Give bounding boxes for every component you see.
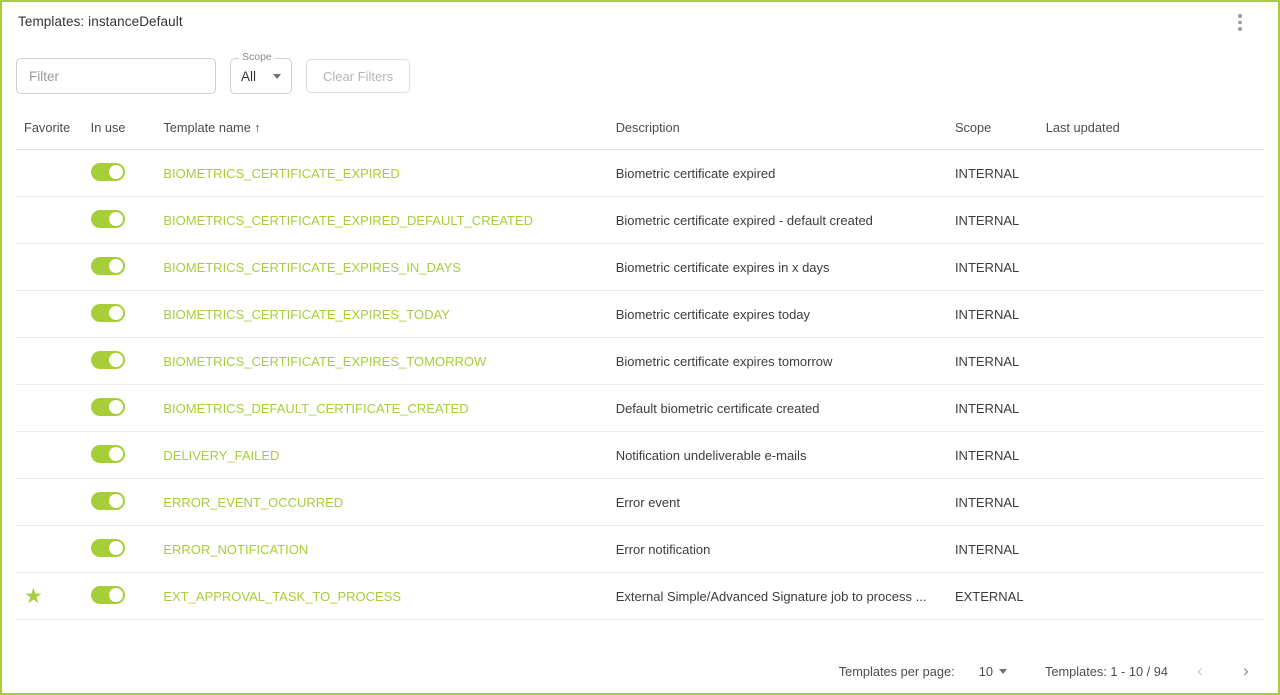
- star-icon[interactable]: [24, 397, 43, 420]
- scope-cell: INTERNAL: [949, 479, 1040, 526]
- in-use-cell[interactable]: [85, 197, 158, 244]
- star-icon[interactable]: [24, 538, 43, 561]
- template-name-cell[interactable]: [157, 385, 609, 432]
- in-use-toggle[interactable]: [91, 351, 125, 369]
- column-header-in-use[interactable]: In use: [85, 112, 158, 150]
- star-icon[interactable]: [24, 162, 43, 185]
- column-header-template-name-label: Template name: [163, 120, 251, 135]
- description-cell: Biometric certificate expired: [610, 150, 949, 197]
- table-row[interactable]: [16, 197, 1264, 244]
- favorite-cell[interactable]: [16, 573, 85, 620]
- last-updated-cell: [1040, 385, 1264, 432]
- template-name-link[interactable]: ERROR_NOTIFICATION: [163, 541, 309, 557]
- table-header: [16, 112, 1264, 150]
- template-name-cell[interactable]: [157, 197, 609, 244]
- in-use-cell[interactable]: [85, 291, 158, 338]
- last-updated-cell: [1040, 197, 1264, 244]
- column-header-last-updated[interactable]: Last updated: [1040, 112, 1264, 150]
- description-cell: External Simple/Advanced Signature job to process ...: [610, 573, 949, 620]
- scope-cell: INTERNAL: [949, 197, 1040, 244]
- in-use-cell[interactable]: [85, 150, 158, 197]
- description-cell: Error event: [610, 479, 949, 526]
- favorite-cell[interactable]: [16, 385, 85, 432]
- table-row[interactable]: [16, 385, 1264, 432]
- in-use-cell[interactable]: [85, 573, 158, 620]
- template-name-link[interactable]: ERROR_EVENT_OCCURRED: [163, 494, 344, 510]
- scope-cell: INTERNAL: [949, 150, 1040, 197]
- favorite-cell[interactable]: [16, 432, 85, 479]
- pagination-bar: [839, 657, 1260, 685]
- table-row[interactable]: [16, 338, 1264, 385]
- template-name-cell[interactable]: [157, 526, 609, 573]
- in-use-toggle[interactable]: [91, 539, 125, 557]
- description-cell: Biometric certificate expires tomorrow: [610, 338, 949, 385]
- in-use-cell[interactable]: [85, 479, 158, 526]
- table-row[interactable]: [16, 526, 1264, 573]
- favorite-cell[interactable]: [16, 338, 85, 385]
- per-page-value: 10: [978, 663, 993, 679]
- scope-cell: EXTERNAL: [949, 573, 1040, 620]
- table-row[interactable]: [16, 244, 1264, 291]
- template-name-cell[interactable]: [157, 244, 609, 291]
- scope-select[interactable]: [230, 51, 292, 94]
- favorite-cell[interactable]: [16, 479, 85, 526]
- star-icon[interactable]: [24, 350, 43, 373]
- template-name-cell[interactable]: [157, 573, 609, 620]
- in-use-cell[interactable]: [85, 432, 158, 479]
- per-page-select[interactable]: [979, 664, 1007, 679]
- table-row[interactable]: [16, 291, 1264, 338]
- template-name-link[interactable]: BIOMETRICS_CERTIFICATE_EXPIRES_TODAY: [163, 306, 450, 322]
- in-use-toggle[interactable]: [91, 257, 125, 275]
- per-page-label: Templates per page:: [838, 663, 955, 679]
- clear-filters-button[interactable]: Clear Filters: [306, 59, 410, 93]
- last-updated-cell: [1040, 338, 1264, 385]
- template-name-link[interactable]: BIOMETRICS_CERTIFICATE_EXPIRES_TOMORROW: [163, 353, 487, 369]
- star-icon[interactable]: ★: [24, 584, 43, 608]
- star-icon[interactable]: [24, 491, 43, 514]
- favorite-cell[interactable]: [16, 526, 85, 573]
- template-name-link[interactable]: BIOMETRICS_CERTIFICATE_EXPIRES_IN_DAYS: [163, 259, 461, 275]
- star-icon[interactable]: [24, 256, 43, 279]
- star-icon[interactable]: [24, 444, 43, 467]
- in-use-toggle[interactable]: [91, 445, 125, 463]
- description-cell: Biometric certificate expired - default created: [610, 197, 949, 244]
- scope-cell: INTERNAL: [949, 244, 1040, 291]
- table-row[interactable]: [16, 432, 1264, 479]
- scope-select-label: Scope: [239, 51, 275, 63]
- in-use-cell[interactable]: [85, 385, 158, 432]
- description-cell: Error notification: [610, 526, 949, 573]
- chevron-right-icon[interactable]: ›: [1243, 661, 1249, 680]
- in-use-toggle[interactable]: [91, 398, 125, 416]
- star-icon[interactable]: [24, 303, 43, 326]
- chevron-left-icon[interactable]: ‹: [1197, 661, 1203, 680]
- template-name-link[interactable]: EXT_APPROVAL_TASK_TO_PROCESS: [163, 588, 402, 604]
- in-use-toggle[interactable]: [91, 492, 125, 510]
- description-cell: Default biometric certificate created: [610, 385, 949, 432]
- scope-cell: INTERNAL: [949, 432, 1040, 479]
- column-header-template-name[interactable]: [157, 112, 609, 150]
- column-header-favorite[interactable]: Favorite: [16, 112, 85, 150]
- in-use-cell[interactable]: [85, 526, 158, 573]
- scope-cell: INTERNAL: [949, 291, 1040, 338]
- template-name-cell[interactable]: [157, 338, 609, 385]
- window-header: [2, 2, 1278, 42]
- favorite-cell[interactable]: [16, 150, 85, 197]
- last-updated-cell: [1040, 573, 1264, 620]
- template-name-cell[interactable]: [157, 432, 609, 479]
- table-row[interactable]: [16, 573, 1264, 620]
- template-name-cell[interactable]: [157, 150, 609, 197]
- in-use-toggle[interactable]: [91, 163, 125, 181]
- column-header-description[interactable]: Description: [610, 112, 949, 150]
- template-name-cell[interactable]: [157, 291, 609, 338]
- filter-toolbar: [2, 42, 1278, 104]
- favorite-cell[interactable]: [16, 197, 85, 244]
- template-name-cell[interactable]: [157, 479, 609, 526]
- favorite-cell[interactable]: [16, 291, 85, 338]
- in-use-toggle[interactable]: [91, 304, 125, 322]
- scope-cell: INTERNAL: [949, 526, 1040, 573]
- templates-table-container: [2, 104, 1278, 620]
- template-name-link[interactable]: BIOMETRICS_CERTIFICATE_EXPIRED: [163, 165, 400, 181]
- in-use-cell[interactable]: [85, 244, 158, 291]
- pagination-range: Templates: 1 - 10 / 94: [1044, 663, 1168, 679]
- last-updated-cell: [1040, 291, 1264, 338]
- template-name-link[interactable]: BIOMETRICS_DEFAULT_CERTIFICATE_CREATED: [163, 400, 469, 416]
- star-icon[interactable]: [24, 209, 43, 232]
- description-cell: Biometric certificate expires today: [610, 291, 949, 338]
- in-use-toggle[interactable]: [91, 210, 125, 228]
- last-updated-cell: [1040, 432, 1264, 479]
- scope-cell: INTERNAL: [949, 385, 1040, 432]
- table-row[interactable]: [16, 150, 1264, 197]
- scope-select-value: All: [241, 68, 257, 84]
- template-name-link[interactable]: DELIVERY_FAILED: [163, 447, 280, 463]
- chevron-down-icon: [999, 669, 1007, 674]
- table-row[interactable]: [16, 479, 1264, 526]
- table-body: [16, 150, 1264, 620]
- column-header-scope[interactable]: Scope: [949, 112, 1040, 150]
- description-cell: Notification undeliverable e-mails: [610, 432, 949, 479]
- description-cell: Biometric certificate expires in x days: [610, 244, 949, 291]
- last-updated-cell: [1040, 479, 1264, 526]
- kebab-menu-icon[interactable]: [1230, 14, 1250, 36]
- filter-input[interactable]: [16, 58, 216, 94]
- favorite-cell[interactable]: [16, 244, 85, 291]
- in-use-cell[interactable]: [85, 338, 158, 385]
- sort-ascending-icon: ↑: [254, 120, 261, 135]
- in-use-toggle[interactable]: [91, 586, 125, 604]
- last-updated-cell: [1040, 150, 1264, 197]
- scope-cell: INTERNAL: [949, 338, 1040, 385]
- templates-table: [16, 112, 1264, 620]
- last-updated-cell: [1040, 526, 1264, 573]
- template-name-link[interactable]: BIOMETRICS_CERTIFICATE_EXPIRED_DEFAULT_CREATED: [163, 212, 533, 228]
- page-title: Templates: instanceDefault: [18, 14, 183, 29]
- last-updated-cell: [1040, 244, 1264, 291]
- chevron-down-icon: [273, 74, 281, 79]
